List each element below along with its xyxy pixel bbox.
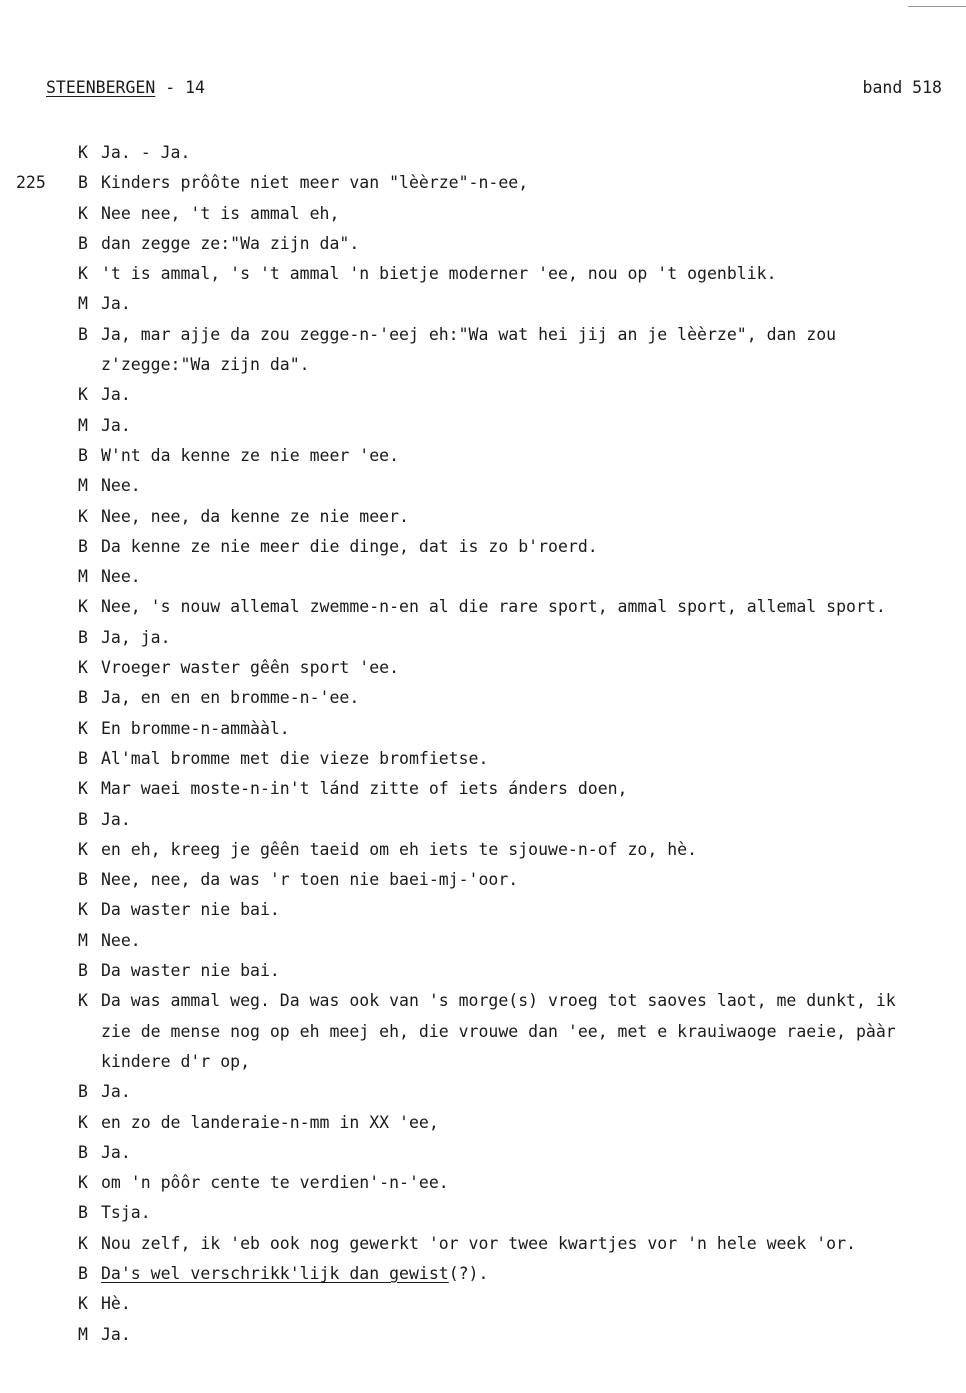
utterance-text: Ja, ja.: [101, 627, 171, 647]
speaker-label: B: [78, 536, 88, 556]
transcript-line: [0, 595, 966, 625]
utterance-text: Tsja.: [101, 1203, 151, 1223]
utterance-text: Nee nee, 't is ammal eh,: [101, 203, 340, 223]
speaker-label: K: [78, 143, 88, 162]
transcript-line: [0, 717, 966, 747]
header-page: - 14: [155, 78, 205, 97]
speaker-label: K: [78, 839, 88, 859]
speaker-label: M: [78, 1324, 88, 1344]
transcript-line: [0, 747, 966, 777]
transcript-line: [0, 686, 966, 716]
speaker-label: B: [78, 173, 88, 193]
speaker-label: M: [78, 415, 88, 435]
speaker-label: B: [78, 1142, 88, 1162]
transcript-lines: [0, 141, 966, 1353]
speaker-label: B: [78, 809, 88, 829]
speaker-label: M: [78, 930, 88, 950]
trailing-text: (?).: [448, 1263, 489, 1283]
utterance-text: Nee.: [101, 567, 141, 587]
utterance-text: Ja.: [101, 1324, 131, 1344]
utterance-text: zie de mense nog op eh meej eh, die vrouwe dan 'ee, met e krauiwaoge raeie, pààr: [101, 1021, 896, 1041]
speaker-label: K: [78, 385, 88, 405]
transcript-line: [0, 171, 966, 201]
speaker-label: B: [78, 627, 88, 647]
speaker-label: K: [78, 1233, 88, 1253]
speaker-label: K: [78, 900, 88, 920]
transcript-line: [0, 1171, 966, 1201]
utterance-text: Ja.: [101, 385, 131, 405]
utterance-text: z'zegge:"Wa zijn da".: [101, 355, 310, 375]
utterance-text: Vroeger waster gêên sport 'ee.: [101, 658, 400, 678]
transcript-line: [0, 323, 966, 353]
utterance-text: Nee, nee, da was 'r toen nie baei-mj-'oor.: [101, 870, 519, 890]
speaker-label: M: [78, 294, 88, 314]
speaker-label: K: [78, 779, 88, 799]
speaker-label: B: [78, 688, 88, 708]
top-rule: [908, 6, 966, 7]
utterance-text: Al'mal bromme met die vieze bromfietse.: [101, 748, 489, 768]
utterance-text: Ja.: [101, 1082, 131, 1102]
speaker-label: K: [78, 1294, 88, 1314]
utterance-text: Mar waei moste-n-in't lánd zitte of iets ánders doen,: [101, 779, 628, 799]
speaker-label: B: [78, 445, 88, 465]
speaker-label: B: [78, 748, 88, 768]
transcript-line: [0, 505, 966, 535]
utterance-text: Ja.: [101, 415, 131, 435]
speaker-label: M: [78, 476, 88, 496]
transcript-line: [0, 444, 966, 474]
transcript-line: [0, 474, 966, 504]
utterance-text: Ja, mar ajje da zou zegge-n-'eej eh:"Wa wat hei jij an je lèèrze", dan zou: [101, 324, 837, 344]
speaker-label: K: [78, 718, 88, 738]
transcript-line: [0, 262, 966, 292]
transcript-line: [0, 202, 966, 232]
utterance-text: kindere d'r op,: [101, 1051, 251, 1071]
transcript-line: [0, 565, 966, 595]
speaker-label: B: [78, 961, 88, 981]
underlined-text: Da's wel verschrikk'lijk dan gewist: [101, 1263, 449, 1283]
speaker-label: M: [78, 567, 88, 587]
utterance-text: Da kenne ze nie meer die dinge, dat is zo b'roerd.: [101, 536, 598, 556]
speaker-label: K: [78, 1173, 88, 1193]
utterance-text: dan zegge ze:"Wa zijn da".: [101, 233, 360, 253]
transcript-line: [0, 383, 966, 413]
transcript-line: [0, 1141, 966, 1171]
line-number: 225: [16, 173, 46, 193]
speaker-label: B: [78, 870, 88, 890]
transcript-line: [0, 626, 966, 656]
transcript-line: [0, 1262, 966, 1292]
utterance-text: Kinders prôôte niet meer van "lèèrze"-n-ee,: [101, 173, 529, 193]
transcript-line: [0, 141, 966, 171]
utterance-text: [101, 1262, 488, 1286]
transcript-line: [0, 777, 966, 807]
transcript-line: [0, 1201, 966, 1231]
transcript-line: [0, 292, 966, 322]
transcript-line: [0, 535, 966, 565]
transcript-line: [0, 1232, 966, 1262]
speaker-label: B: [78, 1263, 88, 1283]
transcript-line: [0, 1080, 966, 1110]
utterance-text: Nee.: [101, 930, 141, 950]
transcript-line: [0, 808, 966, 838]
utterance-text: Ja.: [101, 1142, 131, 1162]
utterance-text: Hè.: [101, 1294, 131, 1314]
speaker-label: K: [78, 991, 88, 1011]
transcript-line: [0, 1020, 966, 1050]
utterance-text: 't is ammal, 's 't ammal 'n bietje moderner 'ee, nou op 't ogenblik.: [101, 264, 777, 284]
transcript-line: [0, 1292, 966, 1322]
utterance-text: en eh, kreeg je gêên taeid om eh iets te sjouwe-n-of zo, hè.: [101, 839, 698, 859]
transcript-line: [0, 1111, 966, 1141]
header-band: band 518: [862, 78, 942, 97]
utterance-text: Ja.: [101, 294, 131, 314]
header-left: [46, 78, 205, 97]
utterance-text: Nee, nee, da kenne ze nie meer.: [101, 506, 409, 526]
transcript-line: [0, 959, 966, 989]
speaker-label: B: [78, 233, 88, 253]
speaker-label: K: [78, 597, 88, 617]
page-header: [46, 78, 942, 104]
speaker-label: K: [78, 658, 88, 678]
utterance-text: Da waster nie bai.: [101, 900, 280, 920]
utterance-text: W'nt da kenne ze nie meer 'ee.: [101, 445, 400, 465]
transcript-line: [0, 1050, 966, 1080]
transcript-line: [0, 1323, 966, 1353]
utterance-text: Nou zelf, ik 'eb ook nog gewerkt 'or vor twee kwartjes vor 'n hele week 'or.: [101, 1233, 856, 1253]
speaker-label: K: [78, 506, 88, 526]
speaker-label: K: [78, 203, 88, 223]
transcript-line: [0, 989, 966, 1019]
transcript-line: [0, 656, 966, 686]
utterance-text: En bromme-n-ammààl.: [101, 718, 290, 738]
utterance-text: Da was ammal weg. Da was ook van 's morge(s) vroeg tot saoves laot, me dunkt, ik: [101, 991, 896, 1011]
header-title: STEENBERGEN: [46, 78, 156, 97]
speaker-label: K: [78, 1112, 88, 1132]
speaker-label: B: [78, 324, 88, 344]
transcript-line: [0, 838, 966, 868]
utterance-text: Ja, en en en bromme-n-'ee.: [101, 688, 360, 708]
speaker-label: B: [78, 1082, 88, 1102]
utterance-text: en zo de landeraie-n-mm in XX 'ee,: [101, 1112, 439, 1132]
transcript-line: [0, 232, 966, 262]
utterance-text: Nee.: [101, 476, 141, 496]
utterance-text: Nee, 's nouw allemal zwemme-n-en al die rare sport, ammal sport, allemal sport.: [101, 597, 886, 617]
utterance-text: om 'n pôôr cente te verdien'-n-'ee.: [101, 1173, 449, 1193]
transcript-line: [0, 353, 966, 383]
speaker-label: B: [78, 1203, 88, 1223]
transcript-line: [0, 898, 966, 928]
speaker-label: K: [78, 264, 88, 284]
transcript-line: [0, 868, 966, 898]
utterance-text: Da waster nie bai.: [101, 961, 280, 981]
utterance-text: Ja. - Ja.: [101, 143, 191, 162]
transcript-line: [0, 929, 966, 959]
utterance-text: Ja.: [101, 809, 131, 829]
transcript-line: [0, 414, 966, 444]
